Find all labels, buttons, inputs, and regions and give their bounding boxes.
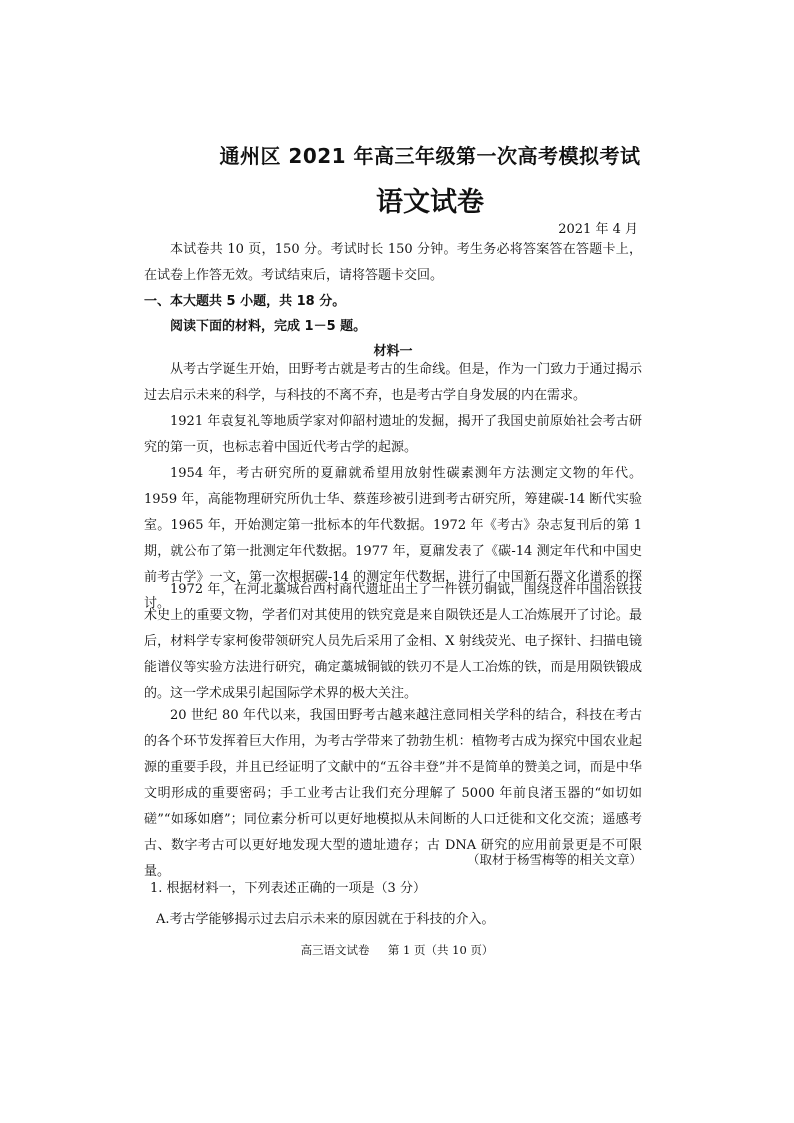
exam-subtitle: 语文试卷 [376, 187, 484, 218]
material-paragraph: 20 世纪 80 年代以来，我国田野考古越来越注意同相关学科的结合，科技在考古的各个环节发挥着巨大作用，为考古学带来了勃勃生机：植物考古成为探究中国农业起源的重要手段，并且已经证明了文献中的“五谷丰登”并不是简单的赞美之词，而是中华文明形成的重要密码；手工业考古让我们充分理解了 5000 年前良渚玉器的“如切如磋”“如琢如磨”；同位素分析可以更好地模拟从未间断的人口迁徙和文化交流；遥感考古、数字考古可以更好地发现大型的遗址遗存；古 DNA 研究的应用前景更是不可限量。 [144, 708, 642, 879]
question-option-a: A.考古学能够揭示过去启示未来的原因就在于科技的介入。 [156, 912, 495, 927]
material-paragraph: 1921 年袁复礼等地质学家对仰韶村遗址的发掘，揭开了我国史前原始社会考古研究的第一页，也标志着中国近代考古学的起源。 [144, 414, 642, 455]
question-stem: 1. 根据材料一，下列表述正确的一项是（3 分） [150, 881, 426, 896]
material-paragraph: 1972 年，在河北藁城台西村商代遗址出土了一件铁刃铜钺，围绕这件中国冶铁技术史上的重要文物，学者们对其使用的铁究竟是来自陨铁还是人工冶炼展开了讨论。最后，材料学专家柯俊带领研究人员先后采用了金相、X 射线荧光、电子探针、扫描电镜能谱仪等实验方法进行研究，确定藁城铜钺的铁刃不是人工冶炼的铁，而是用陨铁锻成的。这一学术成果引起国际学术界的极大关注。 [144, 582, 642, 701]
material-paragraph: 从考古学诞生开始，田野考古就是考古的生命线。但是，作为一门致力于通过揭示过去启示未来的科学，与科技的不离不弃，也是考古学自身发展的内在需求。 [144, 362, 642, 403]
page-footer: 高三语文试卷 第 1 页（共 10 页） [300, 943, 494, 957]
material-source: （取材于杨雪梅等的相关文章） [466, 852, 642, 867]
material-title: 材料一 [373, 344, 413, 359]
exam-title: 通州区 2021 年高三年级第一次高考模拟考试 [219, 144, 641, 168]
exam-date: 2021 年 4 月 [558, 222, 638, 237]
section-heading: 一、本大题共 5 小题，共 18 分。 [144, 294, 346, 309]
exam-notice: 本试卷共 10 页，150 分。考试时长 150 分钟。考生务必将答案答在答题卡上，在试卷上作答无效。考试结束后，请将答题卡交回。 [144, 242, 642, 283]
material-paragraph: 1954 年，考古研究所的夏鼐就希望用放射性碳素测年方法测定文物的年代。1959 年，高能物理研究所仇士华、蔡莲珍被引进到考古研究所，筹建碳-14 断代实验室。1965 年，开始测定第一批标本的年代数据。1972 年《考古》杂志复刊后的第 1 期，就公布了第一批测定年代数据。1977 年，夏鼐发表了《碳-14 测定年代和中国史前考古学》一文，第一次根据碳-14 的测定年代数据，进行了中国新石器文化谱系的探讨。 [144, 466, 642, 611]
section-instruction: 阅读下面的材料，完成 1－5 题。 [170, 319, 367, 334]
